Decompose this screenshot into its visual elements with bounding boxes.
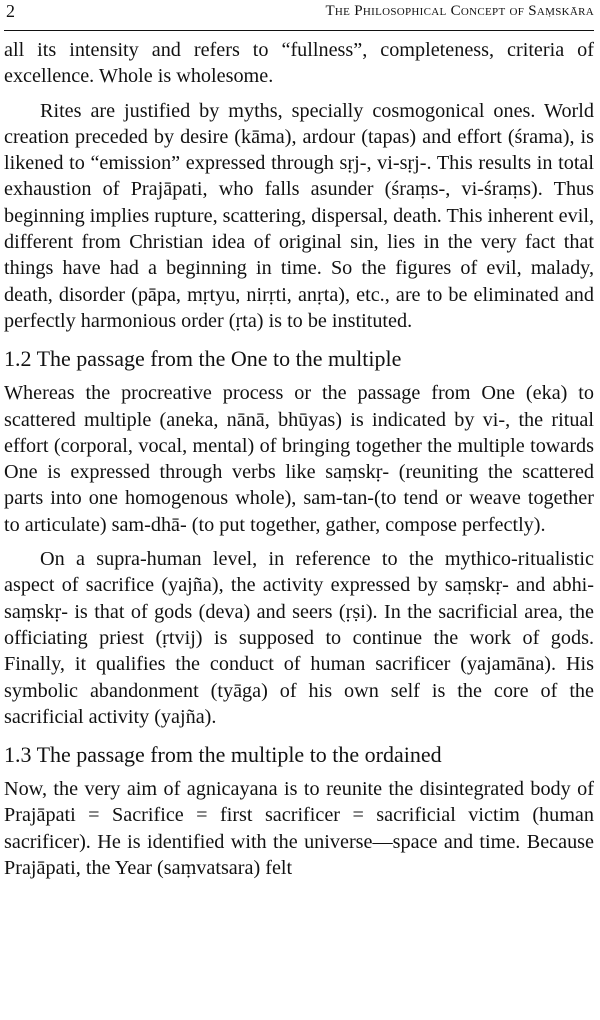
section-heading-1-2: 1.2 The passage from the One to the multiple xyxy=(4,346,402,372)
paragraph-procreative: Whereas the procreative process or the passage from One (eka) to scattered multiple (aneka, nānā, bhūyas) is indicated by vi-, the ritual effort (corporal, vocal, mental) of bringing together the multiple towards One is expressed through verbs like saṃskṛ- (reuniting the scattered parts into one homogenous whole), sam-tan-(to tend or weave together to articulate) sam-dhā- (to put together, gather, compose perfectly). xyxy=(4,382,594,536)
paragraph-rites: Rites are justified by myths, specially cosmogonical ones. World creation preceded by desire (kāma), ardour (tapas) and effort (śrama), is likened to “emission” expressed through sṛj-, vi-sṛj-. This results in total exhaustion of Prajāpati, who falls asunder (śraṃs-, vi-śraṃs). Thus beginning implies rupture, scattering, dispersal, death. This inherent evil, different from Christian idea of original sin, lies in the very fact that things have had a beginning in time. So the figures of evil, malady, death, disorder (pāpa, mṛtyu, nirṛti, anṛta), etc., are to be eliminated and perfectly harmonious order (ṛta) is to be instituted. xyxy=(4,99,594,332)
paragraph-supra-human: On a supra-human level, in reference to the mythico-ritualistic aspect of sacrifice (yajña), the activity expressed by saṃskṛ- and abhi-saṃskṛ- is that of gods (deva) and seers (ṛṣi). In the sacrificial area, the officiating priest (ṛtvij) is supposed to continue the work of gods. Finally, it qualifies the conduct of human sacrificer (yajamāna). His symbolic abandonment (tyāga) of his own self is the core of the sacrificial activity (yajña). xyxy=(4,548,594,728)
paragraph-continuation: all its intensity and refers to “fullness”, completeness, criteria of excellence. Whole is wholesome. xyxy=(4,39,594,88)
running-title: The Philosophical Concept of Saṃskāra xyxy=(325,3,594,19)
section-heading-1-3: 1.3 The passage from the multiple to the ordained xyxy=(4,742,442,768)
page-number: 2 xyxy=(6,1,15,21)
running-head xyxy=(4,0,594,31)
paragraph-agnicayana: Now, the very aim of agnicayana is to reunite the disintegrated body of Prajāpati = Sacrifice = first sacrificer = sacrificial victim (human sacrificer). He is identified with the universe—space and time. Because Prajāpati, the Year (saṃvatsara) felt xyxy=(4,778,594,880)
body-text xyxy=(4,37,594,881)
